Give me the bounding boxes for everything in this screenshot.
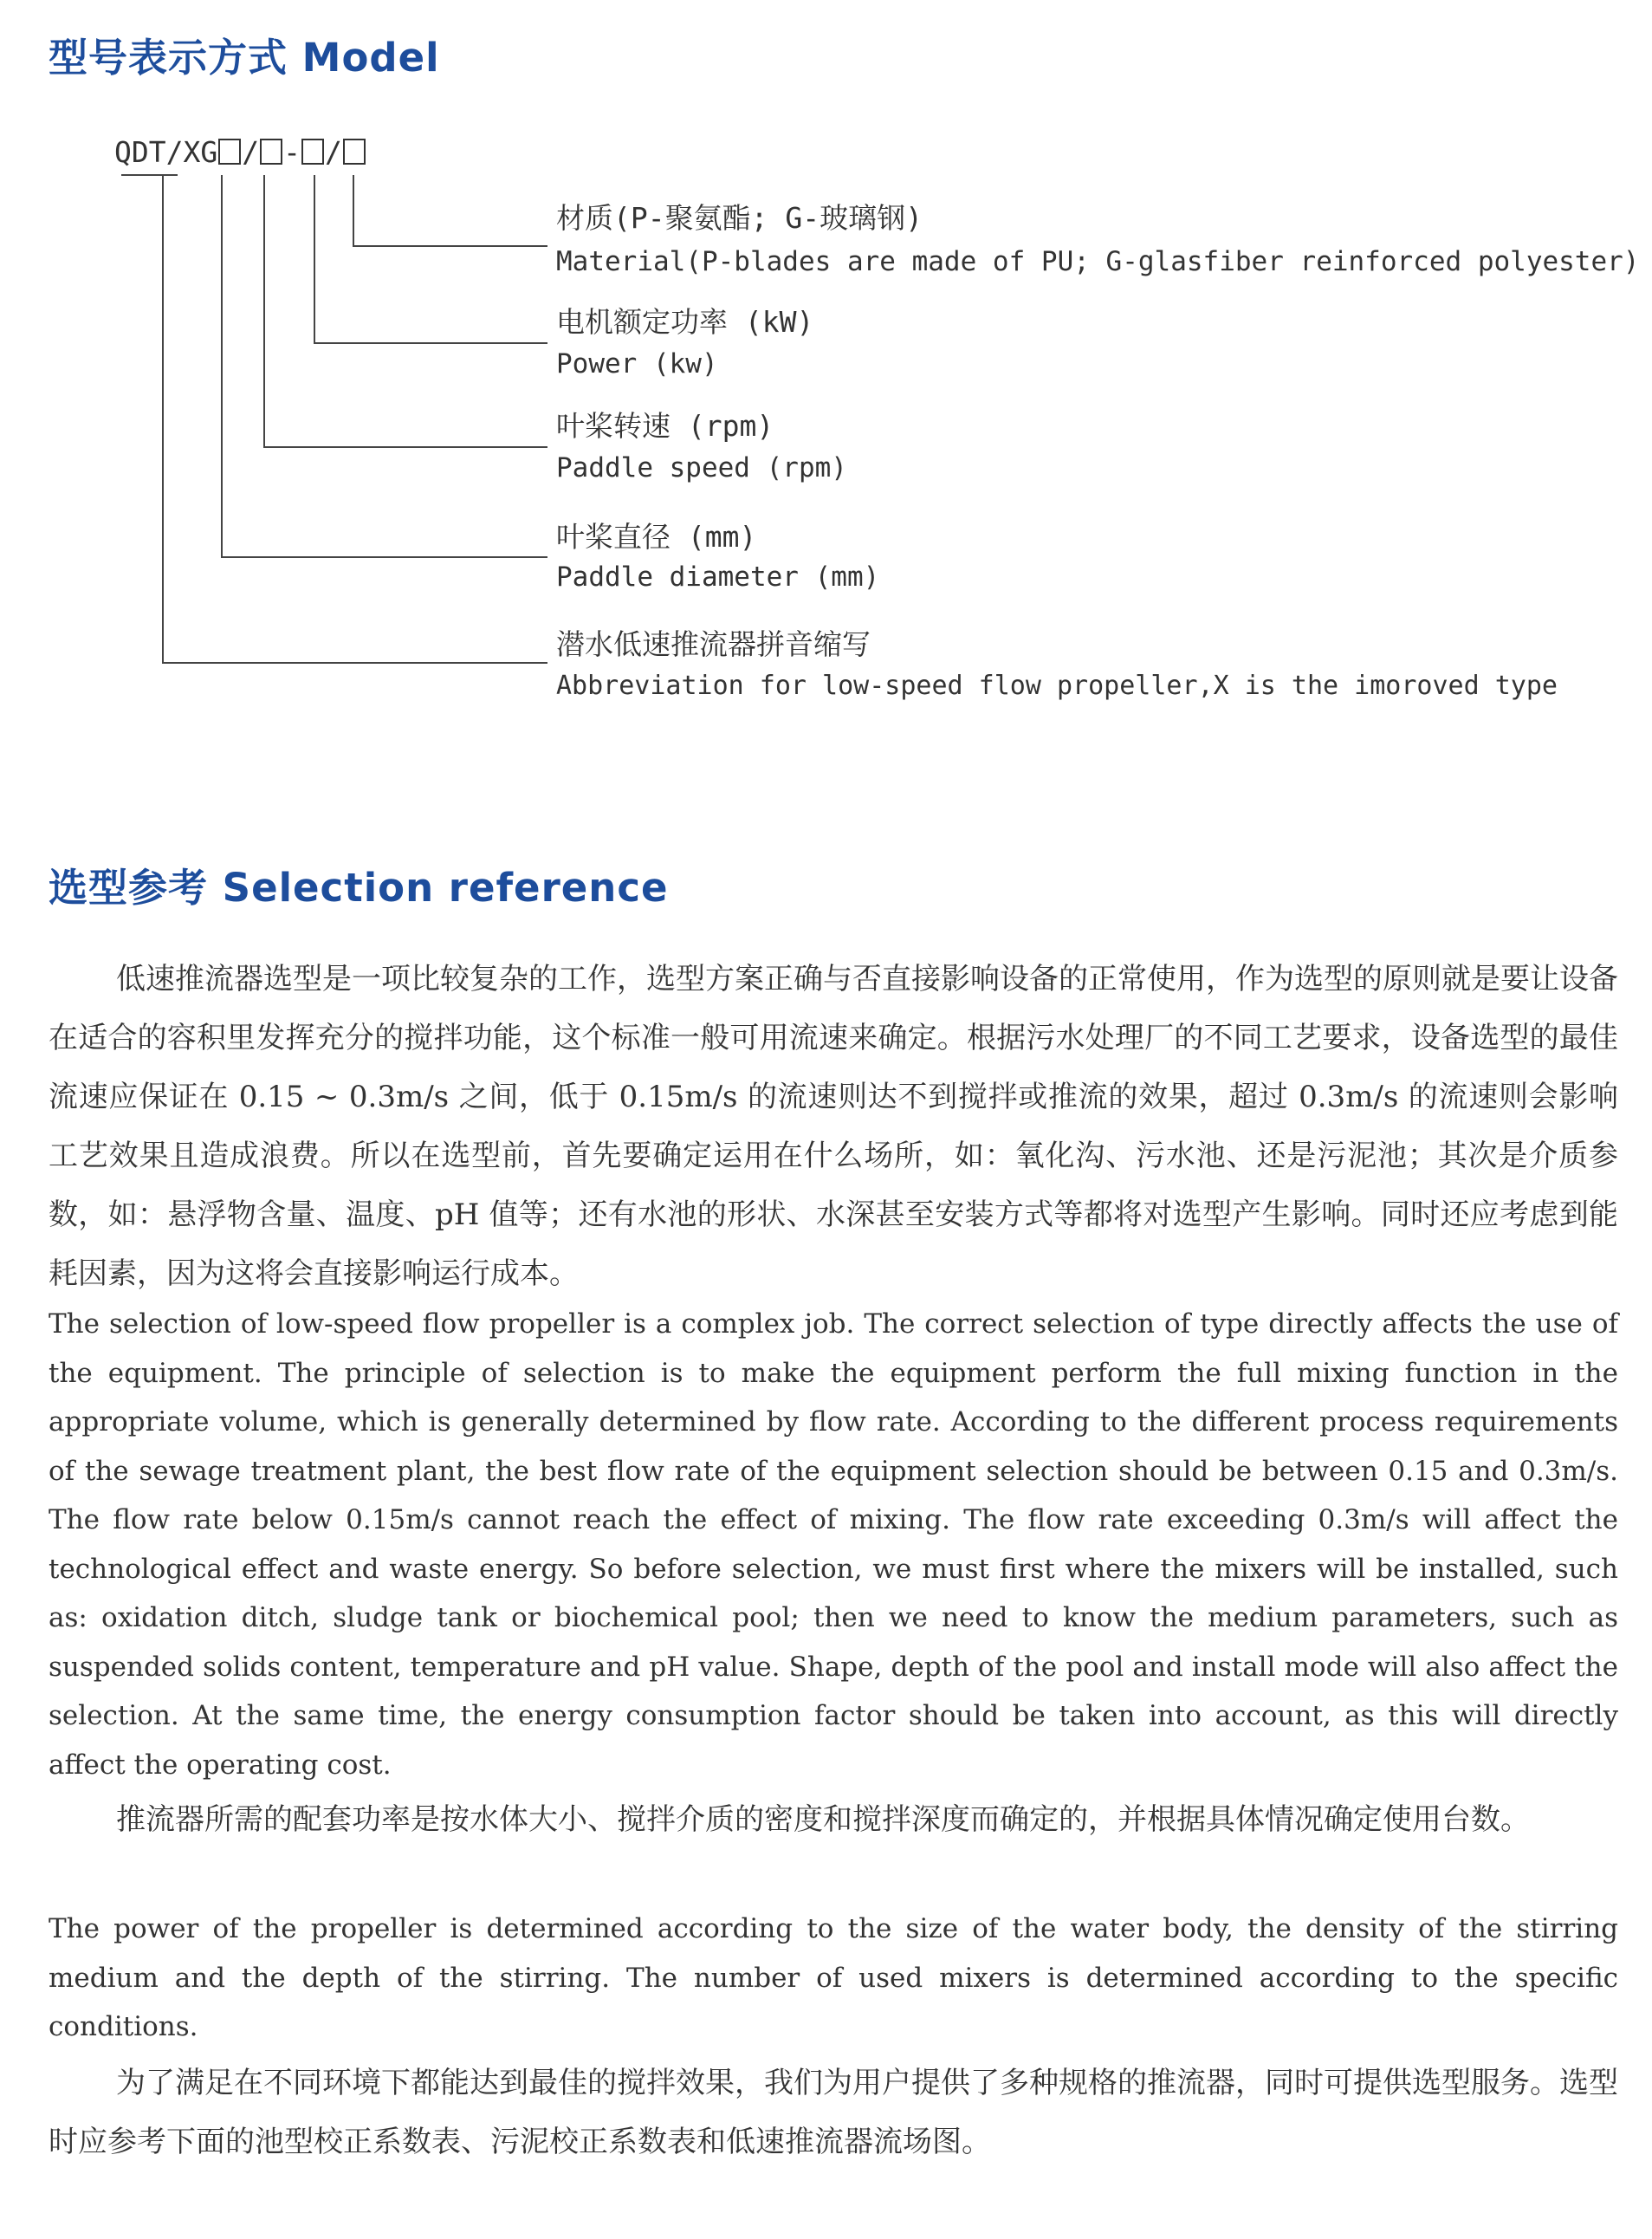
model-code-prefix: QDT/XG: [114, 135, 218, 169]
label-diameter-en: Paddle diameter (mm): [556, 561, 880, 593]
selection-paragraph-1-zh: 低速推流器选型是一项比较复杂的工作，选型方案正确与否直接影响设备的正常使用，作为选型的原则就是要让设备在适合的容积里发挥充分的搅拌功能，这个标准一般可用流速来确定。根据污水处理厂的不同工艺要求，设备选型的最佳流速应保证在 0.15 ~ 0.3m/s 之间，低于 0.15m/s 的流速则达不到搅拌或推流的效果，超过 0.3m/s 的流速则会影响工艺效果且造成浪费。所以在选型前，首先要确定运用在什么场所，如：氧化沟、污水池、还是污泥池；其次是介质参数，如：悬浮物含量、温度、pH 值等；还有水池的形状、水深甚至安装方式等都将对选型产生影响。同时还应考虑到能耗因素，因为这将会直接影响运行成本。: [49, 962, 1618, 1291]
label-abbreviation-zh: 潜水低速推流器拼音缩写: [556, 627, 871, 661]
leader-line-speed: [264, 175, 547, 447]
label-material-zh: 材质(P-聚氨酯; G-玻璃钢): [556, 201, 923, 235]
label-diameter-zh: 叶桨直径 (mm): [556, 520, 757, 554]
leader-line-diameter: [222, 175, 547, 557]
code-separator: -: [283, 135, 301, 169]
label-abbreviation-en: Abbreviation for low-speed flow propeller,X is the imoroved type: [556, 671, 1558, 701]
selection-paragraph-2-zh: 推流器所需的配套功率是按水体大小、搅拌介质的密度和搅拌深度而确定的，并根据具体情况确定使用台数。: [116, 1802, 1530, 1837]
label-material-en: Material(P-blades are made of PU; G-glasfiber reinforced polyester): [556, 246, 1640, 277]
label-power-zh: 电机额定功率 (kW): [556, 305, 814, 339]
leader-line-material: [353, 175, 547, 246]
label-power-en: Power (kw): [556, 348, 718, 380]
model-section-title: 型号表示方式 Model: [49, 35, 440, 81]
label-speed-zh: 叶桨转速 (rpm): [556, 409, 774, 443]
leader-line-power: [314, 175, 547, 343]
leader-line-abbreviation: [163, 175, 547, 663]
code-separator: /: [242, 135, 260, 169]
model-code-leader-lines: [0, 0, 1652, 780]
selection-paragraph-1-en: The selection of low-speed flow propeller is a complex job. The correct selection of type directly affects the use of the equipment. The principle of selection is to make the equipment perform the full mixing function in the appropriate volume, which is generally determined by flow rate. According to the different process requirements of the sewage treatment plant, the best flow rate of the equipment selection should be between 0.15 and 0.3m/s. The flow rate below 0.15m/s cannot reach the effect of mixing. The flow rate exceeding 0.3m/s will affect the technological effect and waste energy. So before selection, we must first where the mixers will be installed, such as: oxidation ditch, sludge tank or biochemical pool; then we need to know the medium parameters, such as suspended solids content, temperature and pH value. Shape, depth of the pool and install mode will also affect the selection. At the same time, the energy consumption factor should be taken into account, as this will directly affect the operating cost.: [49, 1308, 1618, 1781]
label-speed-en: Paddle speed (rpm): [556, 452, 847, 483]
selection-section-title: 选型参考 Selection reference: [49, 865, 669, 911]
selection-paragraph-3-zh: 为了满足在不同环境下都能达到最佳的搅拌效果，我们为用户提供了多种规格的推流器，同时可提供选型服务。选型时应参考下面的池型校正系数表、污泥校正系数表和低速推流器流场图。: [49, 2066, 1618, 2159]
code-separator: /: [324, 135, 342, 169]
selection-paragraph-2-en: The power of the propeller is determined according to the size of the water body, the density of the stirring medium and the depth of the stirring. The number of used mixers is determined according to the specific conditions.: [49, 1913, 1618, 2042]
